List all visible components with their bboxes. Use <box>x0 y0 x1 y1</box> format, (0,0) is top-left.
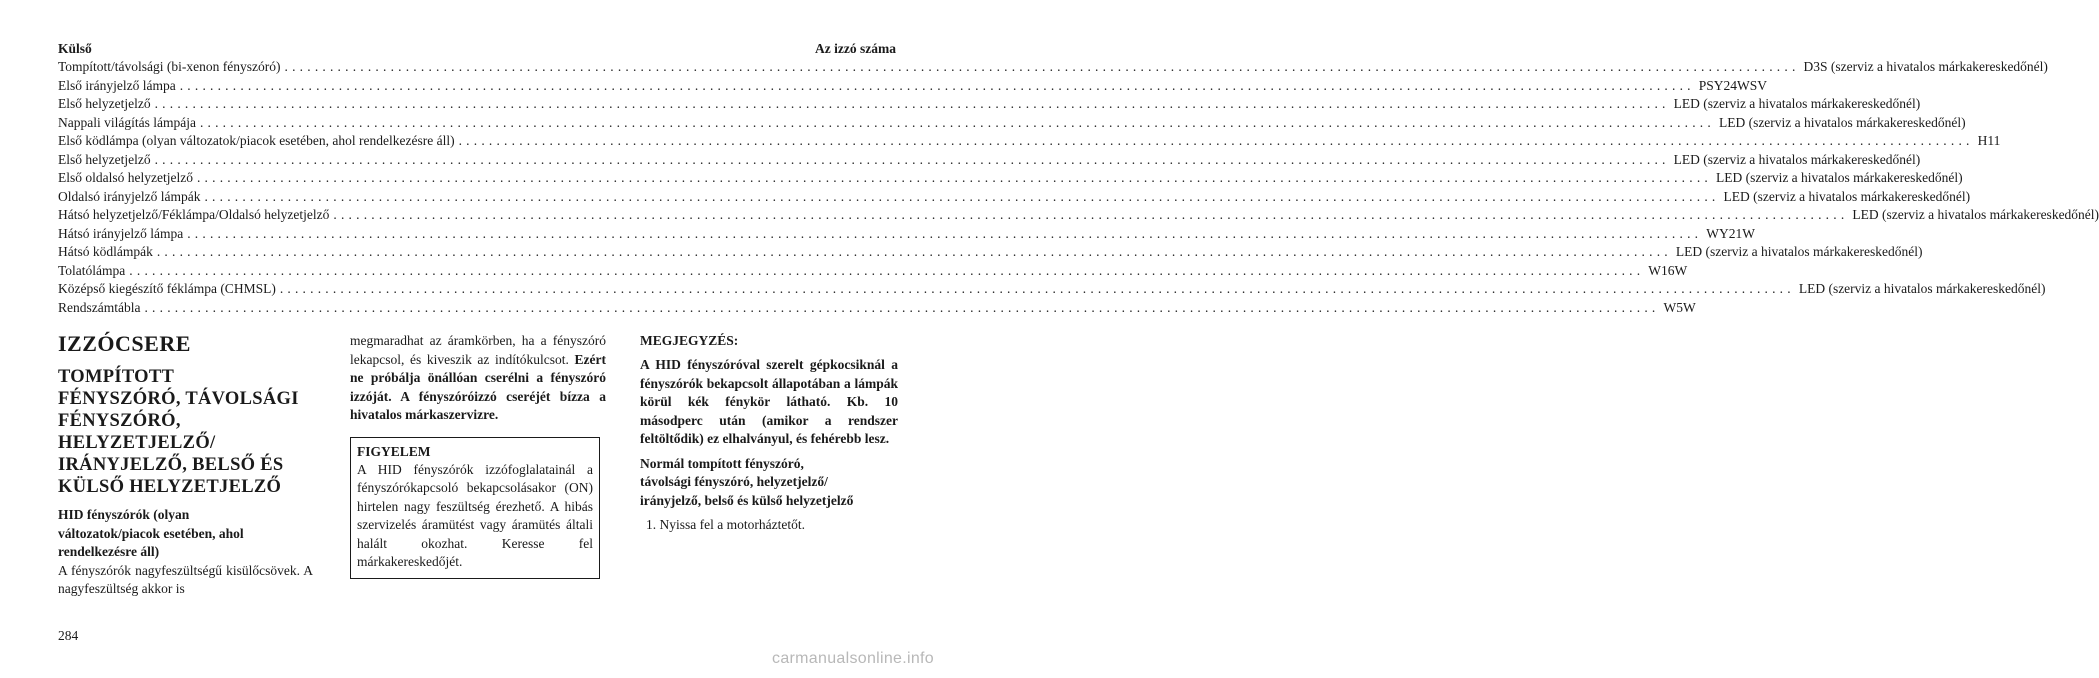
bulb-number: LED (szerviz a hivatalos márkakereskedőnél) <box>1723 188 1971 204</box>
bulb-number: PSY24WSV <box>1698 77 1767 93</box>
page-number: 284 <box>58 628 79 643</box>
dot-leader: ........................................................................................................................................................................................................ <box>154 96 1670 111</box>
bulb-location: Nappali világítás lámpája <box>58 114 196 130</box>
bulb-location: Tolatólámpa <box>58 262 126 278</box>
bulb-location: Első irányjelző lámpa <box>58 77 176 93</box>
bulb-location: Első ködlámpa (olyan változatok/piacok esetében, ahol rendelkezésre áll) <box>58 133 455 148</box>
bulb-table-row <box>58 206 2099 225</box>
dot-leader: ........................................................................................................................................................................................................ <box>199 114 1715 130</box>
bulb-location: Rendszámtábla <box>58 299 141 315</box>
watermark: carmanualsonline.info <box>772 650 934 667</box>
dot-leader: ........................................................................................................................................................................................................ <box>196 170 1712 185</box>
hid-continued-paragraph: megmaradhat az áramkörben, ha a fényszóró lekapcsol, és kiveszik az indítókulcsot. Ezért ne próbálja önállóan cserélni a fényszóró izzóját. A fényszóróizzó cseréjét bízza a hivatalos márkaszervizre. <box>350 333 607 422</box>
warning-title: FIGYELEM <box>357 443 431 459</box>
bulb-table-row <box>58 262 1688 281</box>
bulb-location: Tompított/távolsági (bi-xenon fényszóró) <box>58 59 281 74</box>
dot-leader: ........................................................................................................................................................................................................ <box>458 133 1974 148</box>
procedure-heading: Normál tompított fényszóró, távolsági fényszóró, helyzetjelző/ irányjelző, belső és külső helyzetjelző <box>640 455 854 508</box>
warning-box <box>350 437 600 579</box>
content-columns <box>58 332 898 612</box>
procedure-step: 1. Nyissa fel a motorháztetőt. <box>646 517 805 532</box>
column-middle <box>350 332 606 579</box>
bulb-number: H11 <box>1977 133 2001 148</box>
bulb-number: W5W <box>1663 299 1696 315</box>
section-subtitle: TOMPÍTOTT FÉNYSZÓRÓ, TÁVOLSÁGI FÉNYSZÓRÓ, HELYZETJELZŐ/ IRÁNYJELZŐ, BELSŐ ÉS KÜLSŐ HELYZETJELZŐ <box>58 367 299 497</box>
bulb-table-row <box>58 299 1696 318</box>
bulb-table-row <box>58 151 1921 170</box>
bulb-number: LED (szerviz a hivatalos márkakereskedőnél) <box>1675 244 1923 259</box>
bulb-table-row <box>58 77 1767 96</box>
bulb-number: LED (szerviz a hivatalos márkakereskedőnél) <box>1718 114 1966 130</box>
bulb-table-row <box>58 280 2046 299</box>
column-left <box>58 332 313 599</box>
warning-text: A HID fényszórók izzófoglalatainál a fényszórókapcsoló bekapcsolásakor (ON) hirtelen nagy feszültség érezhető. A hibás szervizelés áramütést vagy áramütés általi halált okozhat. Keresse fel márkakereskedőjét. <box>357 461 593 569</box>
bulb-number: W16W <box>1648 262 1688 278</box>
section-title: IZZÓCSERE <box>58 331 191 356</box>
dot-leader: ........................................................................................................................................................................................................ <box>179 77 1695 93</box>
dot-leader: ........................................................................................................................................................................................................ <box>279 281 1795 296</box>
bulb-table-header <box>58 40 896 58</box>
header-exterior: Külső <box>58 41 92 56</box>
bulb-location: Középső kiegészítő féklámpa (CHMSL) <box>58 281 276 296</box>
dot-leader: ........................................................................................................................................................................................................ <box>156 244 1672 259</box>
bulb-table <box>58 40 2099 317</box>
hid-warning-emphasis: Ezért ne próbálja önállóan cserélni a fényszóró izzóját. A fényszóróizzó cseréjét bízza a hivatalos márkaszervizre. <box>350 351 607 422</box>
header-bulb-number: Az izzó száma <box>815 41 896 56</box>
bulb-table-row <box>58 169 1963 188</box>
dot-leader: ........................................................................................................................................................................................................ <box>154 151 1670 167</box>
hid-paragraph: A fényszórók nagyfeszültségű kisülőcsövek. A nagyfeszültség akkor is <box>58 562 313 596</box>
bulb-location: Első oldalsó helyzetjelző <box>58 170 193 185</box>
bulb-location: Hátsó helyzetjelző/Féklámpa/Oldalsó helyzetjelző <box>58 207 330 222</box>
hid-heading: HID fényszórók (olyan változatok/piacok esetében, ahol rendelkezésre áll) <box>58 507 244 559</box>
bulb-location: Hátsó ködlámpák <box>58 244 153 259</box>
bulb-number: D3S (szerviz a hivatalos márkakereskedőnél) <box>1803 59 2048 74</box>
dot-leader: ........................................................................................................................................................................................................ <box>204 188 1720 204</box>
bulb-table-row <box>58 58 2048 77</box>
dot-leader: ........................................................................................................................................................................................................ <box>284 59 1800 74</box>
dot-leader: ........................................................................................................................................................................................................ <box>333 207 1849 222</box>
bulb-number: LED (szerviz a hivatalos márkakereskedőnél) <box>1798 281 2046 296</box>
bulb-number: WY21W <box>1706 225 1755 241</box>
bulb-number: LED (szerviz a hivatalos márkakereskedőnél) <box>1852 207 2099 222</box>
column-right <box>640 332 898 535</box>
note-title: MEGJEGYZÉS: <box>640 333 739 348</box>
bulb-table-row <box>58 225 1755 244</box>
bulb-table-row <box>58 243 1923 262</box>
bulb-table-row <box>58 95 1921 114</box>
bulb-location: Első helyzetjelző <box>58 151 151 167</box>
bulb-table-rows <box>58 58 2099 317</box>
bulb-number: LED (szerviz a hivatalos márkakereskedőnél) <box>1673 96 1921 111</box>
bulb-location: Hátsó irányjelző lámpa <box>58 225 184 241</box>
dot-leader: ........................................................................................................................................................................................................ <box>129 262 1645 278</box>
bulb-table-row <box>58 114 1966 133</box>
bulb-location: Oldalsó irányjelző lámpák <box>58 188 201 204</box>
bulb-number: LED (szerviz a hivatalos márkakereskedőnél) <box>1673 151 1921 167</box>
dot-leader: ........................................................................................................................................................................................................ <box>144 299 1660 315</box>
bulb-table-row <box>58 188 1971 207</box>
note-text: A HID fényszóróval szerelt gépkocsiknál a fényszórók bekapcsolt állapotában a lámpák körül kék fénykör látható. Kb. 10 másodperc után (amikor a rendszer feltöltődik) ez elhalványul, és fehérebb lesz. <box>640 357 898 446</box>
bulb-table-row <box>58 132 2001 151</box>
dot-leader: ........................................................................................................................................................................................................ <box>187 225 1703 241</box>
bulb-location: Első helyzetjelző <box>58 96 151 111</box>
bulb-number: LED (szerviz a hivatalos márkakereskedőnél) <box>1715 170 1963 185</box>
